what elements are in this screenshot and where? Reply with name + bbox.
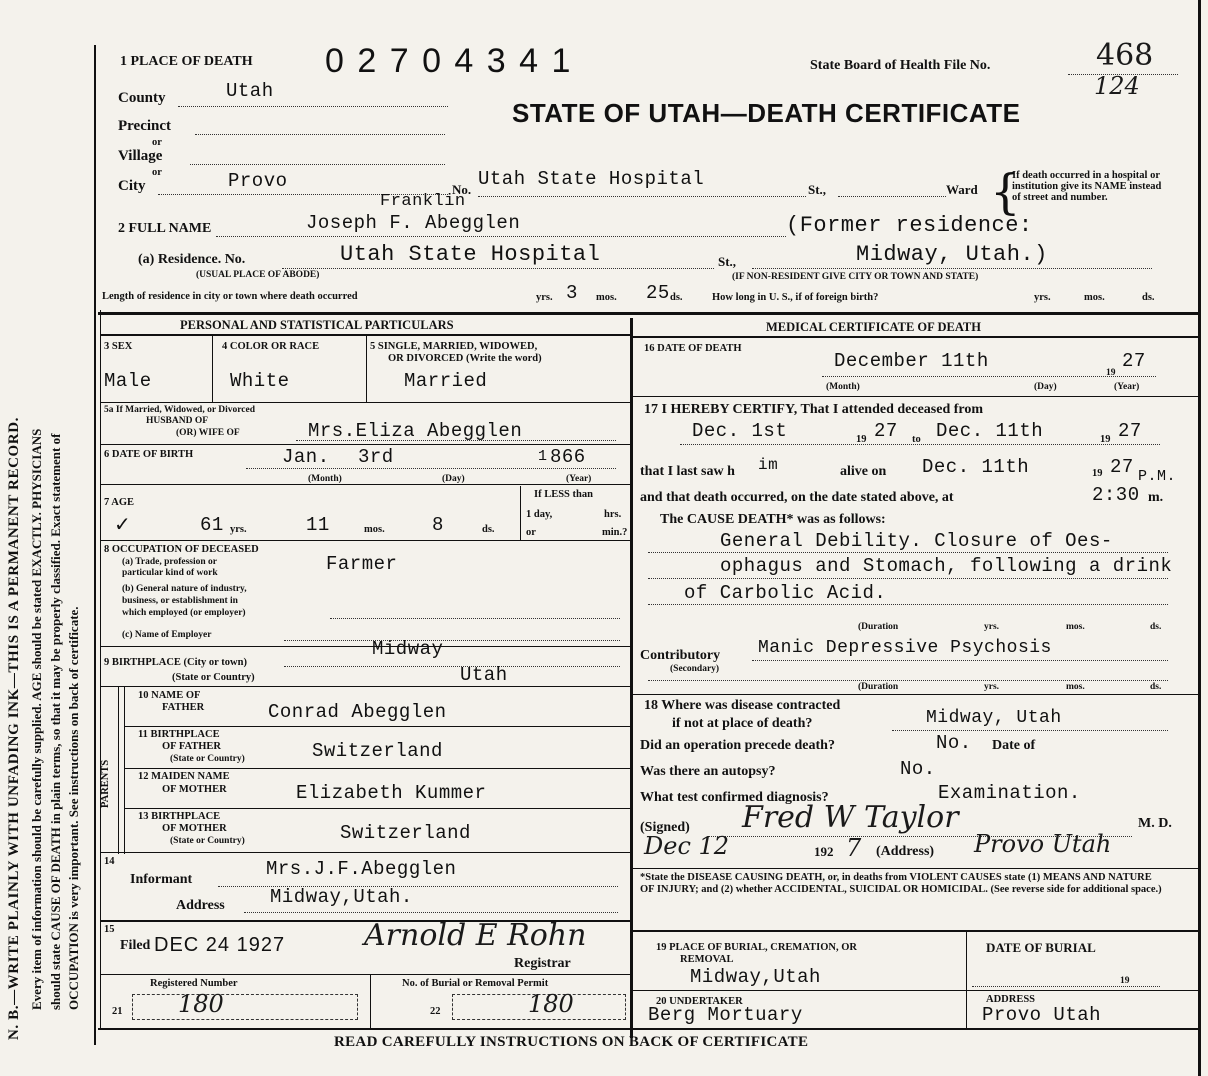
- abode-note: (USUAL PLACE OF ABODE): [196, 270, 320, 280]
- dob-year-prefix: 1: [538, 448, 548, 465]
- full-name-label: 2 FULL NAME: [118, 221, 212, 236]
- us-residence-label: How long in U. S., if of foreign birth?: [712, 292, 879, 303]
- registered-number-box: [132, 994, 358, 1020]
- informant-label: Informant: [130, 872, 193, 887]
- last-seen-19: 19: [1092, 468, 1103, 479]
- margin-warning: N. B.—WRITE PLAINLY WITH UNFADING INK—THIS IS A PERMANENT RECORD.: [6, 417, 22, 1040]
- physician-signature: Fred W Taylor: [742, 800, 959, 835]
- contracted-line: [892, 730, 1168, 731]
- father-label-2: FATHER: [162, 702, 205, 713]
- q18-label-2: if not at place of death?: [672, 716, 813, 731]
- undertaker: Berg Mortuary: [648, 1004, 803, 1026]
- secondary-label: (Secondary): [670, 664, 720, 674]
- dob-line: [246, 468, 616, 469]
- medical-section-title: MEDICAL CERTIFICATE OF DEATH: [766, 320, 981, 334]
- undertaker-label: 20 UNDERTAKER: [656, 996, 743, 1007]
- margin-instructions-3: OCCUPATION is very important. See instructions on back of certificate.: [66, 606, 81, 1010]
- village-label: Village: [118, 148, 163, 164]
- margin-instructions-2: should state CAUSE OF DEATH in plain terms, so that it may be properly classified. Exact statement of: [48, 433, 63, 1010]
- row-rule-8: [124, 768, 630, 769]
- father-birthplace: Switzerland: [312, 740, 443, 762]
- registrar-signature: Arnold E Rohn: [364, 918, 587, 953]
- residence-city-line: [752, 268, 1152, 269]
- mother-birthplace-label-1: 13 BIRTHPLACE: [138, 811, 221, 822]
- hospital-note: If death occurred in a hospital or institution give its NAME instead of street and number.: [1012, 170, 1162, 203]
- registered-number: 180: [178, 990, 224, 1018]
- burial-rule: [633, 990, 1198, 991]
- autopsy-value: No.: [900, 758, 936, 780]
- secondary-line: [648, 680, 1168, 681]
- age-years: 61: [200, 514, 224, 536]
- registered-number-prefix: 21: [112, 1006, 123, 1017]
- county-label: County: [118, 90, 166, 106]
- top-section-rule: [98, 312, 1198, 315]
- or-label-1: or: [152, 137, 162, 148]
- birthplace-label: 9 BIRTHPLACE (City or town): [104, 657, 247, 668]
- ward-line: [838, 196, 946, 197]
- mother-birthplace-label-2: OF MOTHER: [162, 823, 227, 834]
- mother-label-1: 12 MAIDEN NAME: [138, 771, 230, 782]
- parents-divider-1: [118, 686, 119, 854]
- item-15: 15: [104, 924, 115, 935]
- test-label: What test confirmed diagnosis?: [640, 790, 829, 805]
- father-name: Conrad Abegglen: [268, 701, 447, 723]
- sex-divider: [212, 336, 213, 402]
- cause-rule-3: [648, 604, 1168, 605]
- date-of-label: Date of: [992, 738, 1036, 753]
- hrs-label: hrs.: [604, 509, 622, 520]
- attended-to-label: to: [912, 434, 921, 445]
- dob-year-label: (Year): [566, 474, 592, 484]
- burial-divider: [966, 932, 967, 1028]
- age-checkmark: ✓: [114, 514, 131, 536]
- file-number-2: 124: [1094, 72, 1140, 100]
- informant-address-label: Address: [176, 898, 225, 913]
- row-rule-9: [124, 808, 630, 809]
- middle-name: Franklin: [380, 192, 466, 211]
- medical-rule-4: [633, 930, 1198, 932]
- residence-line: [282, 268, 714, 269]
- filed-date: DEC 24 1927: [154, 934, 286, 956]
- mother-birthplace: Switzerland: [340, 822, 471, 844]
- color-label: 4 COLOR OR RACE: [222, 341, 320, 352]
- row-rule-12: [100, 974, 630, 975]
- age-mos-label: mos.: [364, 524, 385, 535]
- burial-permit-number: 180: [528, 990, 574, 1018]
- age-label: 7 AGE: [104, 497, 135, 508]
- cause-line-1: General Debility. Closure of Oes-: [720, 530, 1113, 552]
- row-rule-5: [100, 646, 630, 647]
- dob-label: 6 DATE OF BIRTH: [104, 449, 194, 460]
- former-residence-city: Midway, Utah.): [856, 242, 1048, 267]
- us-mos-label: mos.: [1084, 292, 1105, 303]
- alive-on-label: alive on: [840, 464, 887, 479]
- date-of-death: December 11th: [834, 350, 989, 372]
- spouse-label-3: (OR) WIFE OF: [176, 428, 240, 438]
- signed-address: Provo Utah: [974, 830, 1112, 858]
- birthplace-state: Utah: [460, 664, 508, 686]
- signed-address-label: (Address): [876, 844, 935, 859]
- attended-to: Dec. 11th: [936, 420, 1044, 442]
- row-rule-3: [100, 484, 630, 485]
- m-label: m.: [1148, 490, 1164, 505]
- burial-permit-label: No. of Burial or Removal Permit: [402, 978, 549, 989]
- residence-value: Utah State Hospital: [340, 242, 601, 267]
- age-ds-label: ds.: [482, 524, 495, 535]
- father-label-1: 10 NAME OF: [138, 690, 201, 701]
- md-label: M. D.: [1138, 816, 1172, 831]
- cause-line-3: of Carbolic Acid.: [684, 582, 887, 604]
- father-birthplace-label-2: OF FATHER: [162, 741, 222, 752]
- attended-from: Dec. 1st: [692, 420, 788, 442]
- full-name: Joseph F. Abegglen: [306, 212, 521, 234]
- one-day-label: 1 day,: [526, 509, 553, 520]
- pm-label: P.M.: [1138, 468, 1177, 485]
- occupation-c: (c) Name of Employer: [122, 630, 212, 640]
- date-of-death-label: 16 DATE OF DEATH: [644, 343, 742, 354]
- attended-to-year: 27: [1118, 420, 1142, 442]
- attended-to-19: 19: [1100, 434, 1111, 445]
- county-line: [178, 106, 448, 107]
- duration-mos-1: mos.: [1066, 622, 1085, 632]
- full-name-line: [216, 236, 786, 237]
- city-value: Provo: [228, 170, 288, 192]
- undertaker-address-label: ADDRESS: [986, 994, 1036, 1005]
- cause-footnote: *State the DISEASE CAUSING DEATH, or, in deaths from VIOLENT CAUSES state (1) MEANS AND NATURE OF INJURY; and (2) whether ACCIDENTAL, SUICIDAL OR HOMICIDAL. (See reverse side for additional space.): [640, 872, 1162, 895]
- operation-label: Did an operation precede death?: [640, 738, 835, 753]
- file-number: 468: [1096, 38, 1154, 73]
- signed-date: Dec 12: [644, 832, 730, 860]
- disease-contracted: Midway, Utah: [926, 708, 1062, 728]
- row-rule-1: [100, 402, 630, 403]
- color-divider: [366, 336, 367, 402]
- dob-month: Jan.: [282, 446, 330, 468]
- row-rule-2: [100, 444, 630, 445]
- row-rule-7: [124, 726, 630, 727]
- occupation-a-1: (a) Trade, profession or: [122, 557, 217, 567]
- time-of-death: 2:30: [1092, 484, 1140, 506]
- row-rule-4: [100, 540, 630, 541]
- ward-label: Ward: [946, 182, 978, 197]
- occupation-b-3: which employed (or employer): [122, 608, 246, 618]
- residence-label: (a) Residence. No.: [138, 252, 246, 267]
- duration-yrs-2: yrs.: [984, 682, 1000, 692]
- length-ds-label: ds.: [670, 292, 683, 303]
- less-than-label: If LESS than: [534, 489, 593, 500]
- death-occurred-label: and that death occurred, on the date stated above, at: [640, 490, 954, 505]
- age-yrs-label: yrs.: [230, 524, 247, 535]
- nonresident-note: (IF NON-RESIDENT GIVE CITY OR TOWN AND STATE): [732, 272, 979, 282]
- personal-title-rule: [100, 334, 630, 336]
- us-ds-label: ds.: [1142, 292, 1155, 303]
- attended-line: [680, 444, 1160, 445]
- parents-label: PARENTS: [100, 759, 111, 808]
- signed-label: (Signed): [640, 820, 690, 835]
- q18-label-1: 18 Where was disease contracted: [644, 698, 841, 713]
- marital-label-2: OR DIVORCED (Write the word): [388, 353, 542, 364]
- min-label: min.?: [602, 527, 628, 538]
- occupation-b-line: [330, 618, 620, 619]
- margin-instructions-1: Every item of information should be carefully supplied. AGE should be stated EXACTLY. PHYSICIANS: [29, 428, 44, 1010]
- birthplace-line: [284, 666, 620, 667]
- length-yrs-label: yrs.: [536, 292, 553, 303]
- length-mos-label: mos.: [596, 292, 617, 303]
- length-days: 25: [646, 282, 670, 304]
- signed-year: 7: [846, 834, 862, 862]
- birthplace-city: Midway: [372, 638, 444, 660]
- file-number-label: State Board of Health File No.: [810, 58, 991, 73]
- city-label: City: [118, 178, 146, 194]
- duration-ds-1: ds.: [1150, 622, 1162, 632]
- test-value: Examination.: [938, 782, 1081, 804]
- duration-label-1: (Duration: [858, 622, 899, 632]
- occupation-a-2: particular kind of work: [122, 568, 218, 578]
- cause-rule-2: [648, 578, 1168, 579]
- autopsy-label: Was there an autopsy?: [640, 764, 776, 779]
- occupation-label: 8 OCCUPATION OF DECEASED: [104, 544, 259, 555]
- row-rule-6: [100, 686, 630, 687]
- or-label-2: or: [152, 167, 162, 178]
- dob-year: 866: [550, 446, 586, 468]
- attended-from-year: 27: [874, 420, 898, 442]
- burial-date-line: [972, 986, 1160, 987]
- age-months: 11: [306, 514, 330, 536]
- certificate-number: 0 2 7 0 4 3 4 1: [325, 42, 573, 80]
- mother-name: Elizabeth Kummer: [296, 782, 487, 804]
- sex-value: Male: [104, 370, 152, 392]
- operation-value: No.: [936, 732, 972, 754]
- village-line: [190, 164, 445, 165]
- county-value: Utah: [226, 80, 274, 102]
- us-yrs-label: yrs.: [1034, 292, 1051, 303]
- right-border: [1198, 0, 1201, 1076]
- contributory-line: [752, 660, 1168, 661]
- informant-name: Mrs.J.F.Abegglen: [266, 858, 457, 880]
- birthplace-state-label: (State or Country): [172, 672, 255, 683]
- color-value: White: [230, 370, 290, 392]
- filed-label: Filed: [120, 938, 151, 953]
- occupation-value: Farmer: [326, 553, 398, 575]
- dod-month-label: (Month): [826, 382, 860, 392]
- mother-label-2: OF MOTHER: [162, 784, 227, 795]
- marital-label-1: 5 SINGLE, MARRIED, WIDOWED,: [370, 341, 538, 352]
- registered-divider: [370, 974, 371, 1028]
- spouse-name: Mrs.Eliza Abegglen: [308, 420, 523, 442]
- item-14: 14: [104, 856, 115, 867]
- dob-month-label: (Month): [308, 474, 342, 484]
- spouse-label-2: HUSBAND OF: [146, 416, 209, 426]
- father-birthplace-label-3: (State or Country): [170, 754, 245, 764]
- dod-line: [822, 376, 1156, 377]
- mother-birthplace-label-3: (State or Country): [170, 836, 245, 846]
- occupation-b-2: business, or establishment in: [122, 596, 238, 606]
- last-seen-year: 27: [1110, 456, 1134, 478]
- burial-place-label-1: 19 PLACE OF BURIAL, CREMATION, OR: [656, 942, 857, 953]
- burial-place-label-2: REMOVAL: [680, 954, 734, 965]
- occupation-b-1: (b) General nature of industry,: [122, 584, 247, 594]
- undertaker-address: Provo Utah: [982, 1004, 1102, 1026]
- street-no-label: No.: [452, 182, 472, 197]
- contributory-cause: Manic Depressive Psychosis: [758, 638, 1052, 658]
- footer-instructions: READ CAREFULLY INSTRUCTIONS ON BACK OF CERTIFICATE: [334, 1034, 809, 1050]
- bottom-rule: [98, 1028, 1198, 1030]
- sex-label: 3 SEX: [104, 341, 133, 352]
- st-label: St.,: [808, 182, 827, 197]
- place-of-death-label: 1 PLACE OF DEATH: [120, 54, 253, 69]
- cause-rule-1: [648, 552, 1168, 553]
- dob-day: 3rd: [358, 446, 394, 468]
- last-saw-label: that I last saw h: [640, 464, 735, 479]
- personal-section-title: PERSONAL AND STATISTICAL PARTICULARS: [180, 318, 454, 332]
- certificate-title: STATE OF UTAH—DEATH CERTIFICATE: [512, 98, 1021, 128]
- marital-value: Married: [404, 370, 488, 392]
- burial-date-19: 19: [1120, 976, 1130, 986]
- dod-year-prefix: 19: [1106, 368, 1116, 378]
- parents-divider-2: [124, 686, 125, 854]
- hospital-line: [478, 196, 806, 197]
- certify-label: 17 I HEREBY CERTIFY, That I attended deceased from: [644, 402, 984, 417]
- registered-number-label: Registered Number: [150, 978, 238, 989]
- burial-permit-prefix: 22: [430, 1006, 441, 1017]
- dod-year-label: (Year): [1114, 382, 1140, 392]
- medical-rule-3: [633, 868, 1198, 869]
- hospital-brace: {: [990, 164, 1021, 220]
- attended-from-19: 19: [856, 434, 867, 445]
- row-rule-10: [100, 852, 630, 853]
- duration-mos-2: mos.: [1066, 682, 1085, 692]
- age-days: 8: [432, 514, 444, 536]
- cause-line-2: ophagus and Stomach, following a drink: [720, 555, 1173, 577]
- former-residence-label: (Former residence:: [786, 213, 1033, 238]
- medical-rule-2: [633, 694, 1198, 695]
- informant-address: Midway,Utah.: [270, 886, 413, 908]
- duration-ds-2: ds.: [1150, 682, 1162, 692]
- burial-date-label: DATE OF BURIAL: [986, 940, 1096, 955]
- duration-yrs-1: yrs.: [984, 622, 1000, 632]
- last-saw-pronoun: im: [758, 456, 779, 474]
- left-border: [94, 45, 96, 1045]
- duration-label-2: (Duration: [858, 682, 899, 692]
- informant-address-line: [244, 912, 618, 913]
- father-birthplace-label-1: 11 BIRTHPLACE: [138, 729, 220, 740]
- less-than-divider: [520, 486, 521, 540]
- dod-year: 27: [1122, 350, 1146, 372]
- medical-title-rule: [633, 336, 1198, 338]
- residence-st-label: St.,: [718, 254, 737, 269]
- spouse-label-1: 5a If Married, Widowed, or Divorced: [104, 405, 256, 415]
- medical-rule-1: [633, 396, 1198, 397]
- registrar-label: Registrar: [514, 956, 571, 971]
- precinct-label: Precinct: [118, 118, 172, 134]
- or-hrs-label: or: [526, 527, 536, 538]
- dob-day-label: (Day): [442, 474, 465, 484]
- dod-day-label: (Day): [1034, 382, 1057, 392]
- cause-label: The CAUSE DEATH* was as follows:: [660, 512, 886, 527]
- contributory-label: Contributory: [640, 648, 721, 663]
- precinct-line: [195, 134, 445, 135]
- hospital-name: Utah State Hospital: [478, 168, 705, 190]
- signed-19: 192: [814, 844, 834, 859]
- burial-place: Midway,Utah: [690, 966, 821, 988]
- length-residence-label: Length of residence in city or town where death occurred: [102, 291, 358, 302]
- left-border-inner: [100, 310, 101, 1030]
- length-months: 3: [566, 282, 578, 304]
- last-seen-date: Dec. 11th: [922, 456, 1030, 478]
- occupation-c-line: [284, 640, 620, 641]
